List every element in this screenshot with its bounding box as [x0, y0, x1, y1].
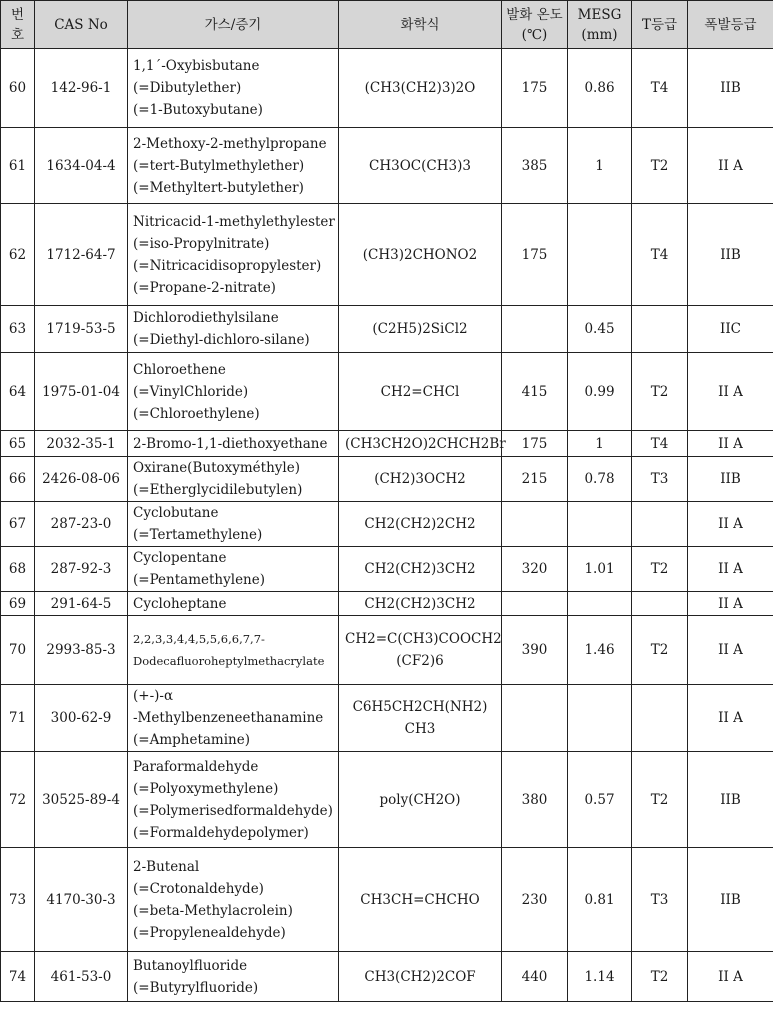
- gas-name-line: (=Tertamethylene): [133, 527, 263, 543]
- ignition-temperature: 215: [502, 457, 568, 502]
- gas-name-line: 2-Bromo-1,1-diethoxyethane: [133, 435, 328, 452]
- table-row: [1, 204, 773, 306]
- explosion-group: IIB: [688, 848, 773, 952]
- table-row: [1, 49, 773, 128]
- chemical-formula: [339, 752, 502, 848]
- cas-number: 291-64-5: [35, 592, 128, 616]
- ignition-temperature: 175: [502, 204, 568, 306]
- gas-name-line: Cycloheptane: [133, 595, 227, 612]
- gas-name-line: (=iso-Propylnitrate): [133, 235, 270, 252]
- explosion-group: II A: [688, 502, 773, 547]
- chemical-formula-line: CH2(CH2)2CH2: [364, 516, 476, 532]
- ignition-temperature: 385: [502, 128, 568, 204]
- gas-name-line: 2-Methoxy-2-methylpropane: [133, 135, 327, 152]
- row-number: 63: [1, 306, 35, 353]
- mesg-value: [568, 592, 632, 616]
- gas-name-line: (=Etherglycidilebutylen): [133, 482, 303, 498]
- t-class: T2: [632, 128, 688, 204]
- gas-name-line: Dichlorodiethylsilane: [133, 310, 279, 326]
- gas-name: [128, 848, 339, 952]
- header-formula: 화학식: [339, 1, 502, 49]
- t-class: [632, 685, 688, 752]
- gas-name: [128, 457, 339, 502]
- mesg-value: [568, 685, 632, 752]
- explosion-group: II A: [688, 128, 773, 204]
- chemical-formula-line: CH2(CH2)3CH2: [364, 561, 476, 577]
- header-no: 번호: [1, 1, 35, 49]
- gas-name-line: 1,1´-Oxybisbutane: [133, 58, 260, 74]
- gas-name-line: Oxirane(Butoxyméthyle): [133, 460, 300, 476]
- row-number: 70: [1, 616, 35, 685]
- chemical-formula-line: CH3(CH2)2COF: [364, 968, 476, 985]
- gas-name: [128, 616, 339, 685]
- ignition-temperature: [502, 502, 568, 547]
- chemical-formula-line: CH3CH=CHCHO: [360, 891, 480, 908]
- t-class: T2: [632, 547, 688, 592]
- explosion-group: II A: [688, 952, 773, 1002]
- t-class: T3: [632, 457, 688, 502]
- row-number: 71: [1, 685, 35, 752]
- chemical-formula-line: C6H5CH2CH(NH2): [352, 699, 488, 715]
- mesg-value: [568, 502, 632, 547]
- mesg-value: [568, 204, 632, 306]
- t-class: [632, 592, 688, 616]
- chemical-formula-line: CH2(CH2)3CH2: [364, 595, 476, 612]
- table-row: [1, 547, 773, 592]
- gas-name-line: (=Propylenealdehyde): [133, 924, 286, 941]
- header-mesg: MESG (mm): [568, 1, 632, 49]
- cas-number: 461-53-0: [35, 952, 128, 1002]
- t-class: [632, 502, 688, 547]
- row-number: 68: [1, 547, 35, 592]
- cas-number: 287-23-0: [35, 502, 128, 547]
- chemical-formula-line: poly(CH2O): [379, 791, 461, 808]
- row-number: 60: [1, 49, 35, 128]
- explosion-group: IIB: [688, 752, 773, 848]
- ignition-temperature: 175: [502, 49, 568, 128]
- mesg-value: 1.46: [568, 616, 632, 685]
- table-row: [1, 431, 773, 457]
- ignition-temperature: 380: [502, 752, 568, 848]
- table-row: [1, 848, 773, 952]
- table-row: [1, 353, 773, 431]
- chemical-formula: [339, 457, 502, 502]
- chemical-formula-line: CH3OC(CH3)3: [369, 157, 471, 174]
- mesg-value: 1.01: [568, 547, 632, 592]
- table-row: [1, 457, 773, 502]
- chemical-formula-line: CH3: [404, 721, 436, 737]
- gas-name: [128, 752, 339, 848]
- explosion-group: IIB: [688, 457, 773, 502]
- explosion-group: II A: [688, 616, 773, 685]
- chemical-formula: [339, 128, 502, 204]
- cas-number: 142-96-1: [35, 49, 128, 128]
- gas-name-line: (=Diethyl-dichloro-silane): [133, 332, 310, 348]
- header-cas: CAS No: [35, 1, 128, 49]
- chemical-formula-line: (CH3(CH2)3)2O: [364, 80, 476, 96]
- table-row: [1, 752, 773, 848]
- t-class: T2: [632, 952, 688, 1002]
- mesg-value: 0.57: [568, 752, 632, 848]
- table-row: [1, 306, 773, 353]
- table-row: [1, 616, 773, 685]
- chemical-formula: [339, 431, 506, 457]
- cas-number: 287-92-3: [35, 547, 128, 592]
- t-class: T4: [632, 431, 688, 457]
- ignition-temperature: [502, 306, 568, 353]
- ignition-temperature: 390: [502, 616, 568, 685]
- gas-name-line: 2-Butenal: [133, 858, 200, 875]
- t-class: T4: [632, 204, 688, 306]
- gas-name-line: (=tert-Butylmethylether): [133, 157, 305, 174]
- explosion-group: II A: [688, 431, 773, 457]
- gas-name-line: (=Polyoxymethylene): [133, 780, 279, 797]
- cas-number: 2032-35-1: [35, 431, 128, 457]
- table-row: [1, 952, 773, 1002]
- table-row: [1, 685, 773, 752]
- mesg-value: 0.86: [568, 49, 632, 128]
- gas-name-line: (=Polymerisedformaldehyde): [133, 802, 333, 819]
- cas-number: 1712-64-7: [35, 204, 128, 306]
- row-number: 62: [1, 204, 35, 306]
- gas-name: [128, 431, 339, 457]
- cas-number: 300-62-9: [35, 685, 128, 752]
- chemical-formula: [339, 848, 502, 952]
- gas-name-line: Cyclobutane: [133, 505, 219, 521]
- t-class: T3: [632, 848, 688, 952]
- cas-number: 1634-04-4: [35, 128, 128, 204]
- t-class: T2: [632, 752, 688, 848]
- row-number: 74: [1, 952, 35, 1002]
- row-number: 61: [1, 128, 35, 204]
- row-number: 72: [1, 752, 35, 848]
- chemical-formula: [339, 306, 502, 353]
- t-class: T2: [632, 616, 688, 685]
- row-number: 64: [1, 353, 35, 431]
- mesg-value: 0.81: [568, 848, 632, 952]
- row-number: 65: [1, 431, 35, 457]
- gas-name-line: (=Chloroethylene): [133, 405, 260, 422]
- table-row: [1, 502, 773, 547]
- cas-number: 1975-01-04: [35, 353, 128, 431]
- header-ignition: 발화 온도(℃): [502, 1, 568, 49]
- gas-name-line: Dodecafluoroheptylmethacrylate: [133, 654, 325, 668]
- ignition-temperature: 320: [502, 547, 568, 592]
- cas-number: 2993-85-3: [35, 616, 128, 685]
- mesg-value: 0.78: [568, 457, 632, 502]
- gas-name: [128, 502, 339, 547]
- chemical-formula-line: CH2=CHCl: [380, 383, 460, 400]
- gas-name-line: Paraformaldehyde: [133, 758, 259, 775]
- ignition-temperature: 230: [502, 848, 568, 952]
- ignition-temperature: 415: [502, 353, 568, 431]
- gas-name-line: (=Nitricacidisopropylester): [133, 257, 322, 274]
- gas-name-line: (=Formaldehydepolymer): [133, 824, 309, 841]
- ignition-temperature: [502, 592, 568, 616]
- explosion-group: II A: [688, 547, 773, 592]
- cas-number: 1719-53-5: [35, 306, 128, 353]
- explosion-group: IIC: [688, 306, 773, 353]
- header-t-class: T등급: [632, 1, 688, 49]
- chemical-formula: [339, 952, 502, 1002]
- row-number: 67: [1, 502, 35, 547]
- chemical-formula: [339, 592, 502, 616]
- chemical-formula: [339, 616, 502, 685]
- chemical-formula-line: CH2=C(CH3)COOCH2: [345, 631, 502, 647]
- chemical-formula-line: (CH3)2CHONO2: [362, 246, 478, 263]
- chemical-formula: [339, 502, 502, 547]
- chemical-formula: [339, 353, 502, 431]
- gas-name: [128, 353, 339, 431]
- header-row: [1, 1, 773, 49]
- gas-name-line: (=beta-Methylacrolein): [133, 902, 293, 919]
- gas-name: [128, 128, 339, 204]
- t-class: T2: [632, 353, 688, 431]
- header-gas: 가스/증기: [128, 1, 339, 49]
- explosion-group: II A: [688, 592, 773, 616]
- gas-name-line: (=1-Butoxybutane): [133, 102, 263, 118]
- explosion-group: II A: [688, 353, 773, 431]
- gas-name: [128, 592, 339, 616]
- table-row: [1, 592, 773, 616]
- gas-name-line: (=VinylChloride): [133, 383, 249, 400]
- t-class: [632, 306, 688, 353]
- header-explosion-group: 폭발등급: [688, 1, 773, 49]
- cas-number: 4170-30-3: [35, 848, 128, 952]
- gas-name-line: (=Crotonaldehyde): [133, 880, 264, 897]
- gas-name-line: (=Amphetamine): [133, 732, 250, 748]
- gas-name-line: 2,2,3,3,4,4,5,5,6,6,7,7-: [133, 632, 265, 646]
- gas-name: [128, 952, 339, 1002]
- chemical-formula-line: (CH2)3OCH2: [374, 471, 466, 487]
- row-number: 66: [1, 457, 35, 502]
- row-number: 69: [1, 592, 35, 616]
- mesg-value: 1: [568, 128, 632, 204]
- gas-name: [128, 49, 339, 128]
- gas-name: [128, 204, 339, 306]
- explosion-group: II A: [688, 685, 773, 752]
- gas-name-line: (+-)-α: [133, 688, 174, 704]
- cas-number: 2426-08-06: [35, 457, 128, 502]
- gas-name-line: -Methylbenzeneethanamine: [133, 710, 324, 726]
- gas-name-line: (=Propane-2-nitrate): [133, 279, 276, 296]
- chemical-formula-line: (CH3CH2O)2CHCH2Br: [345, 435, 506, 452]
- mesg-value: 0.99: [568, 353, 632, 431]
- cas-number: 30525-89-4: [35, 752, 128, 848]
- gas-name-line: Chloroethene: [133, 361, 226, 378]
- table-row: [1, 128, 773, 204]
- ignition-temperature: [502, 685, 568, 752]
- explosion-group: IIB: [688, 49, 773, 128]
- row-number: 73: [1, 848, 35, 952]
- gas-name-line: Nitricacid-1-methylethylester: [133, 213, 335, 230]
- explosion-group: IIB: [688, 204, 773, 306]
- ignition-temperature: 440: [502, 952, 568, 1002]
- gas-name-line: (=Butyrylfluoride): [133, 979, 259, 996]
- mesg-value: 0.45: [568, 306, 632, 353]
- gas-name-line: (=Pentamethylene): [133, 572, 266, 588]
- gas-name-line: Cyclopentane: [133, 550, 227, 566]
- gas-name: [128, 547, 339, 592]
- gas-name-line: (=Dibutylether): [133, 80, 242, 96]
- chemical-formula: [339, 685, 502, 752]
- gas-name-line: Butanoylfluoride: [133, 957, 248, 974]
- gas-name-line: (=Methyltert-butylether): [133, 179, 304, 196]
- mesg-value: 1.14: [568, 952, 632, 1002]
- gas-name: [128, 306, 339, 353]
- chemical-formula-line: (CF2)6: [396, 653, 444, 669]
- chemical-formula: [339, 204, 502, 306]
- chemical-formula: [339, 547, 502, 592]
- ignition-temperature: 175: [502, 431, 568, 457]
- t-class: T4: [632, 49, 688, 128]
- mesg-value: 1: [568, 431, 632, 457]
- chemical-formula-line: (C2H5)2SiCl2: [372, 321, 468, 337]
- chemical-formula: [339, 49, 502, 128]
- gas-name: [128, 685, 339, 752]
